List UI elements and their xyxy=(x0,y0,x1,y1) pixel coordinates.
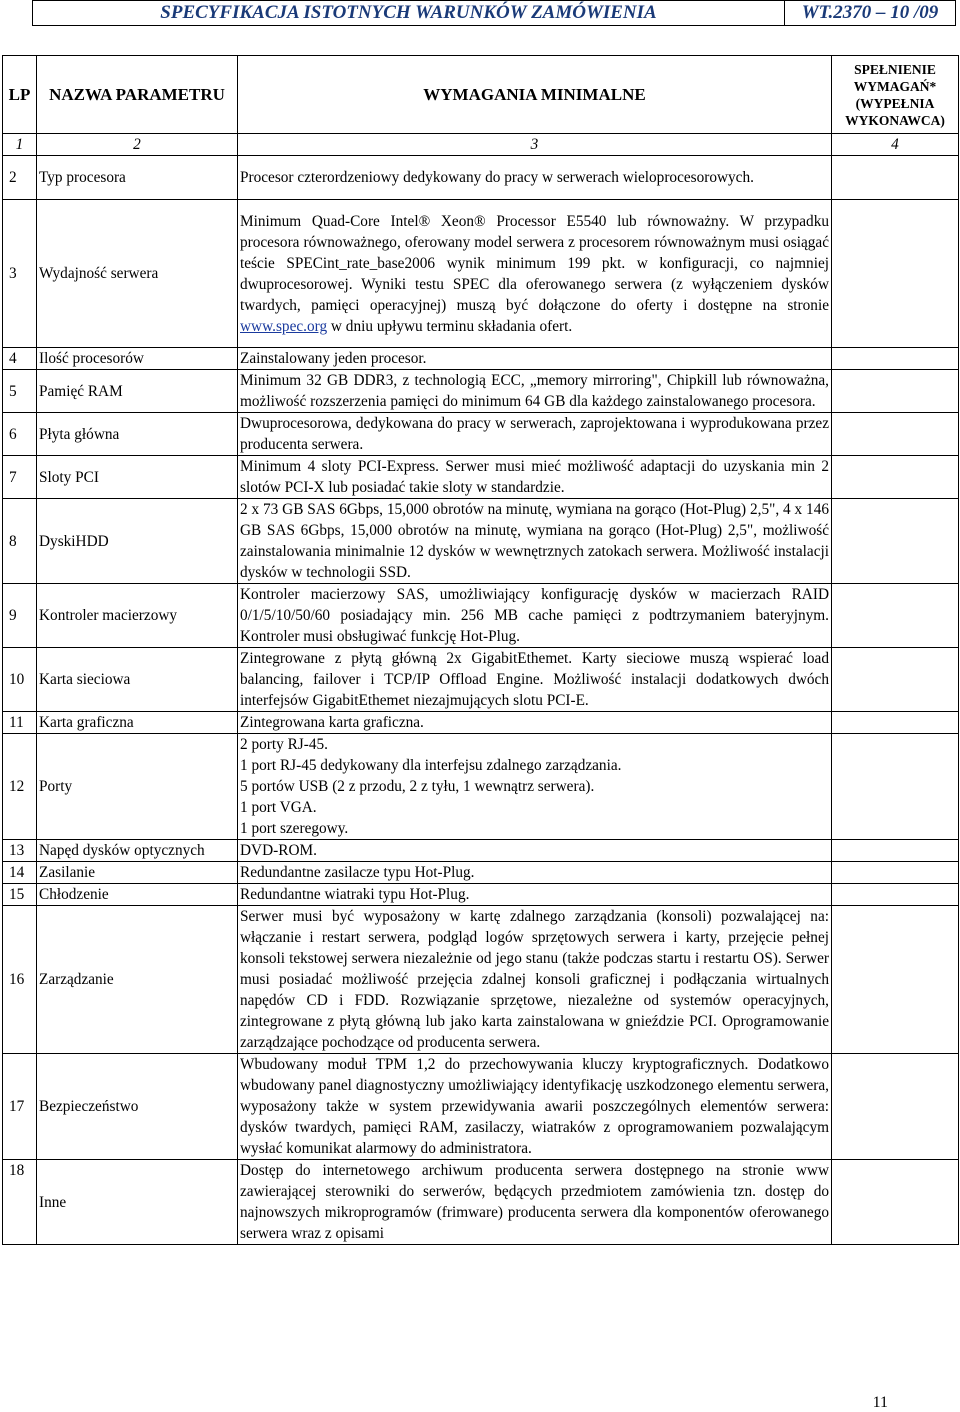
row-number: 13 xyxy=(3,840,37,862)
requirement-text xyxy=(238,413,832,456)
fulfillment-cell[interactable] xyxy=(832,862,959,884)
fulfillment-cell[interactable] xyxy=(832,734,959,840)
parameter-name: Chłodzenie xyxy=(37,884,238,906)
header-fulfillment: SPEŁNIENIE WYMAGAŃ* (WYPEŁNIA WYKONAWCA) xyxy=(832,56,959,134)
requirement-line xyxy=(240,211,829,337)
table-row xyxy=(3,734,959,840)
parameter-name: Płyta główna xyxy=(37,413,238,456)
document-title: SPECYFIKACJA ISTOTNYCH WARUNKÓW ZAMÓWIENIA xyxy=(33,1,785,25)
requirement-part: w dniu upływu terminu składania ofert. xyxy=(330,317,573,335)
table-row xyxy=(3,906,959,1054)
spec-org-link[interactable]: www.spec.org xyxy=(240,317,328,335)
requirement-line: 5 portów USB (2 z przodu, 2 z tyłu, 1 wewnątrz serwera). xyxy=(240,778,595,795)
requirement-text xyxy=(238,1054,832,1160)
requirement-line: Redundantne zasilacze typu Hot-Plug. xyxy=(240,864,475,881)
table-row xyxy=(3,499,959,584)
header-parameter-name: NAZWA PARAMETRU xyxy=(37,56,238,134)
parameter-name: DyskiHDD xyxy=(37,499,238,584)
table-header-row xyxy=(3,56,959,134)
document-reference: WT.2370 – 10 /09 xyxy=(801,2,939,23)
requirement-line: 2 x 73 GB SAS 6Gbps, 15,000 obrotów na minutę, wymiana na gorąco (Hot-Plug) 2,5", 4 x 146 GB SAS 6Gbps, 15,000 obrotów na minutę, wymiana na gorąco (Hot-Plug) 2,5", możliwość zainstalowania minimalnie 12 dysków w wewnętrznych zatokach serwera. Możliwość instalacji dysków w technologii SSD. xyxy=(240,501,829,581)
parameter-name: Ilość procesorów xyxy=(37,348,238,370)
requirement-text xyxy=(238,200,832,348)
parameter-name: Zarządzanie xyxy=(37,906,238,1054)
row-number: 3 xyxy=(3,200,37,348)
header-requirements: WYMAGANIA MINIMALNE xyxy=(238,56,832,134)
requirement-line: Redundantne wiatraki typu Hot-Plug. xyxy=(240,886,470,903)
requirement-line: Wbudowany moduł TPM 1,2 do przechowywania kluczy kryptograficznych. Dodatkowo wbudowany panel diagnostyczny umożliwiający identyfikację uszkodzonego elementu serwera, wyposażony także w system przewidywania awarii poszczególnych elementów serwera: dysków twardych, pamięci RAM, zasilaczy, wiatraków z oprogramowaniem pozwalającym wysłać komunikat alarmowy do administratora. xyxy=(240,1056,829,1157)
table-row xyxy=(3,200,959,348)
fulfillment-cell[interactable] xyxy=(832,499,959,584)
requirement-text xyxy=(238,156,832,200)
parameter-name: Karta graficzna xyxy=(37,712,238,734)
fulfillment-cell[interactable] xyxy=(832,348,959,370)
fulfillment-cell[interactable] xyxy=(832,906,959,1054)
requirement-text xyxy=(238,348,832,370)
table-row xyxy=(3,370,959,413)
column-number: 3 xyxy=(238,134,832,156)
table-row xyxy=(3,1160,959,1245)
row-number: 10 xyxy=(3,648,37,712)
requirement-part: Minimum Quad-Core Intel® Xeon® Processor E5540 lub równoważny. W przypadku procesora równoważnego, oferowany model serwera z procesorem równoważnym musi osiągać teście SPECint_rate_base2006 wynik minimum 199 pkt. w konfiguracji, co najmniej dwuprocesorowej. Wyniki testu SPEC dla oferowanego serwera (z wyłączeniem dysków twardych, pamięci operacyjnej) muszą być dołączone do oferty i dostępne na stronie xyxy=(240,212,829,314)
requirement-line: Dwuprocesorowa, dedykowana do pracy w serwerach, zaprojektowana i wyprodukowana przez producenta serwera. xyxy=(240,415,829,453)
parameter-name: Inne xyxy=(37,1160,238,1245)
requirement-line: Zintegrowana karta graficzna. xyxy=(240,714,424,731)
table-row xyxy=(3,156,959,200)
requirement-text xyxy=(238,584,832,648)
header-lp: LP xyxy=(3,56,37,134)
parameter-name: Pamięć RAM xyxy=(37,370,238,413)
requirement-line: 1 port szeregowy. xyxy=(240,820,349,837)
specification-table xyxy=(2,55,959,1245)
page-header xyxy=(32,0,956,26)
column-number: 1 xyxy=(3,134,37,156)
requirement-text xyxy=(238,370,832,413)
parameter-name: Sloty PCI xyxy=(37,456,238,499)
column-numbers-row xyxy=(3,134,959,156)
parameter-name: Wydajność serwera xyxy=(37,200,238,348)
row-number: 14 xyxy=(3,862,37,884)
row-number: 16 xyxy=(3,906,37,1054)
requirement-text xyxy=(238,840,832,862)
table-row xyxy=(3,584,959,648)
fulfillment-cell[interactable] xyxy=(832,370,959,413)
requirement-line: 1 port VGA. xyxy=(240,799,317,816)
parameter-name: Typ procesora xyxy=(37,156,238,200)
table-row xyxy=(3,648,959,712)
requirement-text xyxy=(238,884,832,906)
requirement-line: Kontroler macierzowy SAS, umożliwiający konfigurację dysków w macierzach RAID 0/1/5/10/50/60 posiadający min. 256 MB cache pamięci z podtrzymaniem bateryjnym. Kontroler musi obsługiwać funkcję Hot-Plug. xyxy=(240,586,829,645)
requirement-line: Dostęp do internetowego archiwum producenta serwera dostępnego na stronie www zawierającej sterowniki do serwerów, będących przedmiotem zamówienia tzn. dostęp do najnowszych mikroprogramów (frimware) producenta serwera dla komponentów oferowanego serwera wraz z opisami xyxy=(240,1162,829,1242)
fulfillment-cell[interactable] xyxy=(832,413,959,456)
parameter-name: Napęd dysków optycznych xyxy=(37,840,238,862)
fulfillment-cell[interactable] xyxy=(832,884,959,906)
fulfillment-cell[interactable] xyxy=(832,156,959,200)
row-number: 8 xyxy=(3,499,37,584)
requirement-text xyxy=(238,906,832,1054)
table-row xyxy=(3,1054,959,1160)
table-row xyxy=(3,862,959,884)
row-number: 4 xyxy=(3,348,37,370)
row-number: 9 xyxy=(3,584,37,648)
table-row xyxy=(3,456,959,499)
fulfillment-cell[interactable] xyxy=(832,840,959,862)
requirement-text xyxy=(238,734,832,840)
table-row xyxy=(3,712,959,734)
row-number: 15 xyxy=(3,884,37,906)
requirement-text xyxy=(238,862,832,884)
fulfillment-cell[interactable] xyxy=(832,648,959,712)
requirement-text xyxy=(238,499,832,584)
page-number: 11 xyxy=(872,1394,888,1411)
row-number: 18 xyxy=(3,1160,37,1245)
table-row xyxy=(3,840,959,862)
fulfillment-cell[interactable] xyxy=(832,1160,959,1245)
parameter-name: Zasilanie xyxy=(37,862,238,884)
requirement-line: Zintegrowane z płytą główną 2x GigabitEthemet. Karty sieciowe muszą wspierać load balancing, failover i TCP/IP Offload Engine. Możliwość instalacji dodatkowych dwóch interfejsów GigabitEthemet niezajmujących slotu PCI-E. xyxy=(240,650,829,709)
row-number: 17 xyxy=(3,1054,37,1160)
table-row xyxy=(3,348,959,370)
row-number: 6 xyxy=(3,413,37,456)
parameter-name: Bezpieczeństwo xyxy=(37,1054,238,1160)
requirement-text xyxy=(238,648,832,712)
requirement-line: Serwer musi być wyposażony w kartę zdalnego zarządzania (konsoli) pozwalającej na: włączanie i restart serwera, podgląd logów sprzętowych serwera i karty, przejęcie pełnej konsoli tekstowej serwera niezależnie od jego stanu (także podczas startu i restartu OS). Serwer musi posiadać możliwość przejęcia zdalnej konsoli graficznej i podłączania wirtualnych napędów CD i FDD. Rozwiązanie sprzętowe, niezależne od systemów operacyjnych, zintegrowane z płytą główną lub jako karta zainstalowana w gnieździe PCI. Oprogramowanie zarządzające pochodzące od producenta serwera. xyxy=(240,908,829,1051)
requirement-text xyxy=(238,712,832,734)
requirement-line: 1 port RJ-45 dedykowany dla interfejsu zdalnego zarządzania. xyxy=(240,757,622,774)
row-number: 5 xyxy=(3,370,37,413)
fulfillment-cell[interactable] xyxy=(832,456,959,499)
row-number: 7 xyxy=(3,456,37,499)
requirement-line: Minimum 4 sloty PCI-Express. Serwer musi mieć możliwość adaptacji do uzyskania min 2 slotów PCI-X lub posiadać takie sloty w standardzie. xyxy=(240,458,829,496)
row-number: 11 xyxy=(3,712,37,734)
requirement-line: Minimum 32 GB DDR3, z technologią ECC, „memory mirroring", Chipkill lub równoważna, możliwość rozszerzenia pamięci do minimum 64 GB dla każdego zainstalowanego procesora. xyxy=(240,372,829,410)
parameter-name: Kontroler macierzowy xyxy=(37,584,238,648)
row-number: 12 xyxy=(3,734,37,840)
parameter-name: Porty xyxy=(37,734,238,840)
fulfillment-cell[interactable] xyxy=(832,712,959,734)
table-row xyxy=(3,413,959,456)
requirement-line: Zainstalowany jeden procesor. xyxy=(240,350,427,367)
parameter-name: Karta sieciowa xyxy=(37,648,238,712)
requirement-line: 2 porty RJ-45. xyxy=(240,736,328,753)
column-number: 2 xyxy=(37,134,238,156)
requirement-text xyxy=(238,456,832,499)
fulfillment-cell[interactable] xyxy=(832,200,959,348)
row-number: 2 xyxy=(3,156,37,200)
column-number: 4 xyxy=(832,134,959,156)
requirement-line: Procesor czterordzeniowy dedykowany do pracy w serwerach wieloprocesorowych. xyxy=(240,169,754,186)
table-row xyxy=(3,884,959,906)
requirement-text xyxy=(238,1160,832,1245)
fulfillment-cell[interactable] xyxy=(832,584,959,648)
requirement-line: DVD-ROM. xyxy=(240,842,317,859)
fulfillment-cell[interactable] xyxy=(832,1054,959,1160)
